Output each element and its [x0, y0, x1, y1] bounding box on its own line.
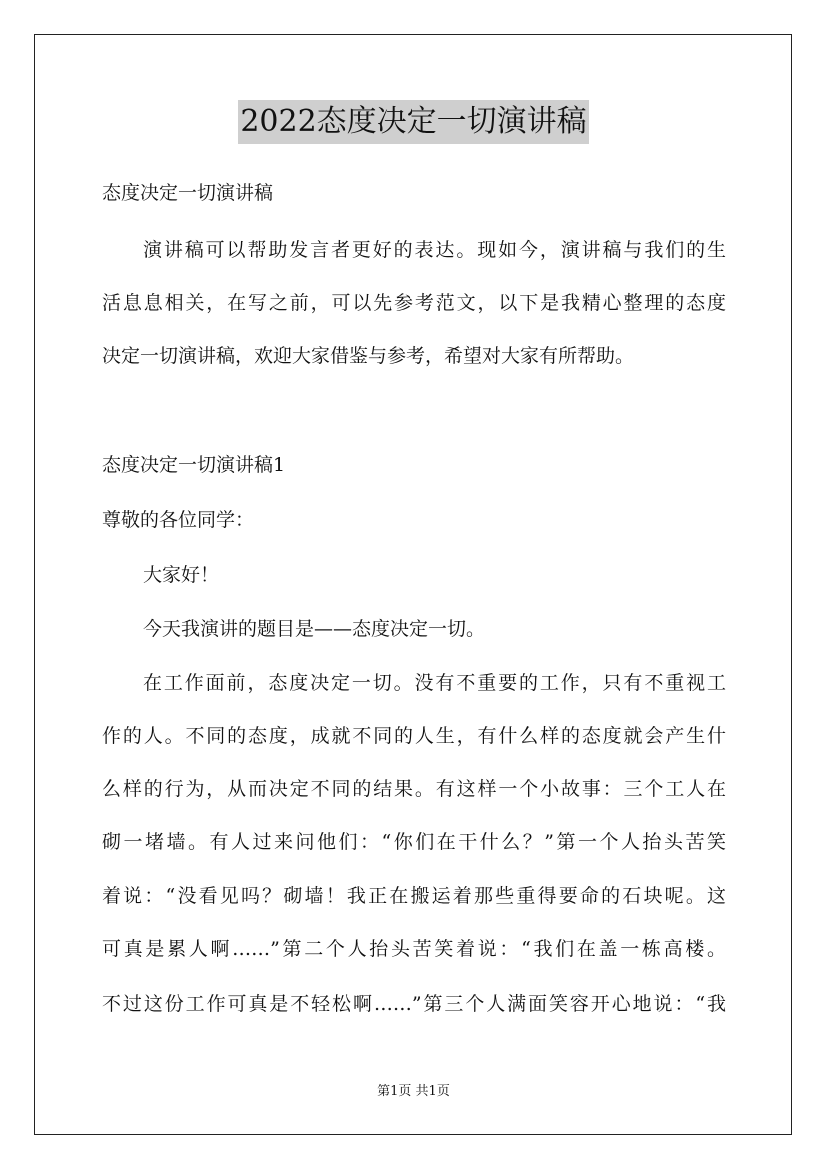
body-line-6: 可真是累人啊……”第二个人抬头苦笑着说：“我们在盖一栋高楼。	[102, 938, 726, 960]
body-line-5: 着说：“没看见吗？砌墙！我正在搬运着那些重得要命的石块呢。这	[102, 885, 726, 907]
salutation: 尊敬的各位同学：	[102, 509, 255, 531]
body-line-4: 砌一堵墙。有人过来问他们：“你们在干什么？”第一个人抬头苦笑	[102, 831, 726, 853]
section-heading: 态度决定一切演讲稿1	[102, 454, 286, 476]
body-line-3: 么样的行为，从而决定不同的结果。有这样一个小故事：三个工人在	[102, 778, 726, 800]
body-line-2: 作的人。不同的态度，成就不同的人生，有什么样的态度就会产生什	[102, 725, 726, 747]
document-title: 2022态度决定一切演讲稿	[238, 100, 588, 144]
page-footer: 第1页 共1页	[377, 1084, 450, 1099]
intro-line-2: 活息息相关，在写之前，可以先参考范文，以下是我精心整理的态度	[102, 292, 726, 314]
document-subtitle: 态度决定一切演讲稿	[102, 182, 274, 204]
intro-line-3: 决定一切演讲稿，欢迎大家借鉴与参考，希望对大家有所帮助。	[102, 345, 635, 367]
body-line-1: 在工作面前，态度决定一切。没有不重要的工作，只有不重视工	[143, 672, 726, 694]
body-line-7: 不过这份工作可真是不轻松啊……”第三个人满面笑容开心地说：“我	[102, 993, 726, 1015]
greeting: 大家好！	[143, 564, 220, 586]
title-container	[0, 100, 827, 144]
topic-line: 今天我演讲的题目是——态度决定一切。	[143, 618, 486, 640]
intro-line-1: 演讲稿可以帮助发言者更好的表达。现如今，演讲稿与我们的生	[143, 239, 726, 261]
